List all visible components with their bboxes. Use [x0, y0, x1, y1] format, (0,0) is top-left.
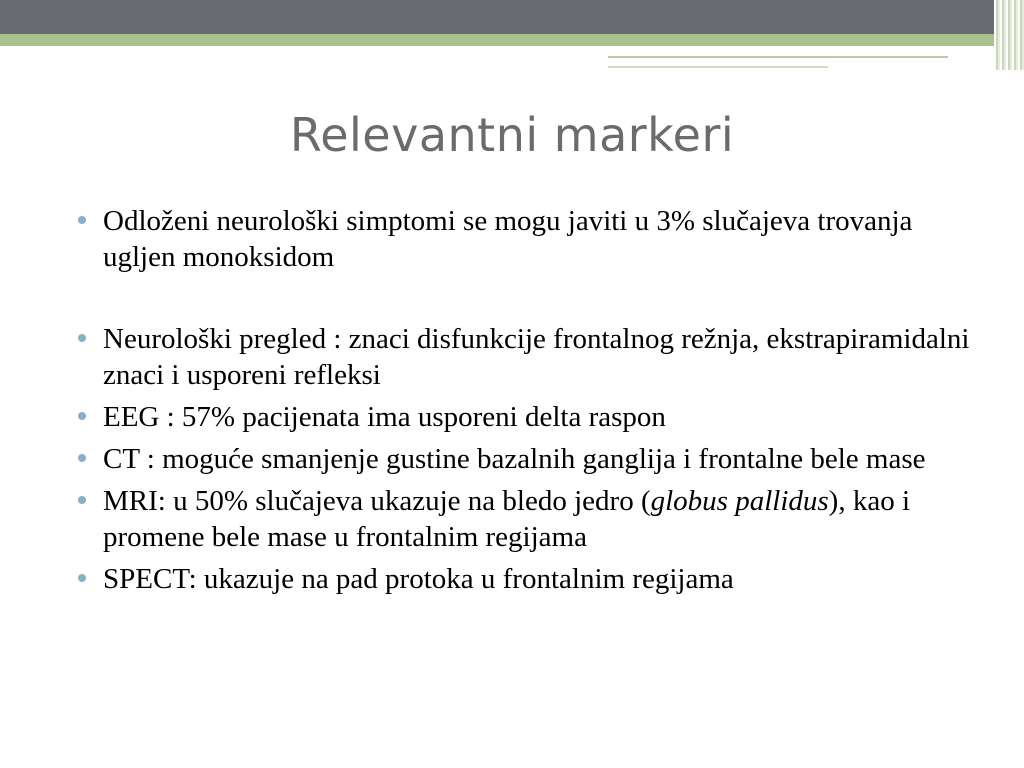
- bullet-text: MRI: u 50% slučajeva ukazuje na bledo jedro (: [103, 485, 651, 517]
- bullet-item: [78, 441, 978, 477]
- bullet-text: CT : moguće smanjenje gustine bazalnih ganglija i frontalne bele mase: [103, 443, 926, 475]
- bullet-text: EEG : 57% pacijenata ima usporeni delta raspon: [103, 401, 666, 433]
- decorative-line: [608, 56, 948, 58]
- slide-title: Relevantni markeri: [289, 108, 735, 162]
- bullet-icon: [78, 454, 86, 462]
- bullet-text: Neurološki pregled : znaci disfunkcije frontalnog režnja, ekstrapiramidalni znaci i usporeni refleksi: [103, 323, 970, 391]
- bullet-text: Odloženi neurološki simptomi se mogu javiti u 3% slučajeva trovanja ugljen monoksidom: [103, 205, 913, 273]
- accent-band: [0, 34, 1024, 46]
- bullet-list: [78, 203, 978, 603]
- bullet-item: [78, 483, 978, 555]
- bullet-item: [78, 203, 978, 275]
- bullet-icon: [78, 334, 86, 342]
- bullet-icon: [78, 574, 86, 582]
- bullet-icon: [78, 412, 86, 420]
- bullet-icon: [78, 216, 86, 224]
- header-band: [0, 0, 1024, 34]
- bullet-text: SPECT: ukazuje na pad protoka u frontalnim regijama: [103, 563, 734, 595]
- decorative-line: [608, 66, 828, 68]
- bullet-item: [78, 321, 978, 393]
- bullet-text-italic: globus pallidus: [650, 485, 829, 517]
- bullet-icon: [78, 496, 86, 504]
- bullet-text: ), kao i promene bele mase u frontalnim regijama: [103, 485, 911, 553]
- decorative-stripes: [994, 0, 1024, 70]
- bullet-item: [78, 561, 978, 597]
- bullet-item: [78, 399, 978, 435]
